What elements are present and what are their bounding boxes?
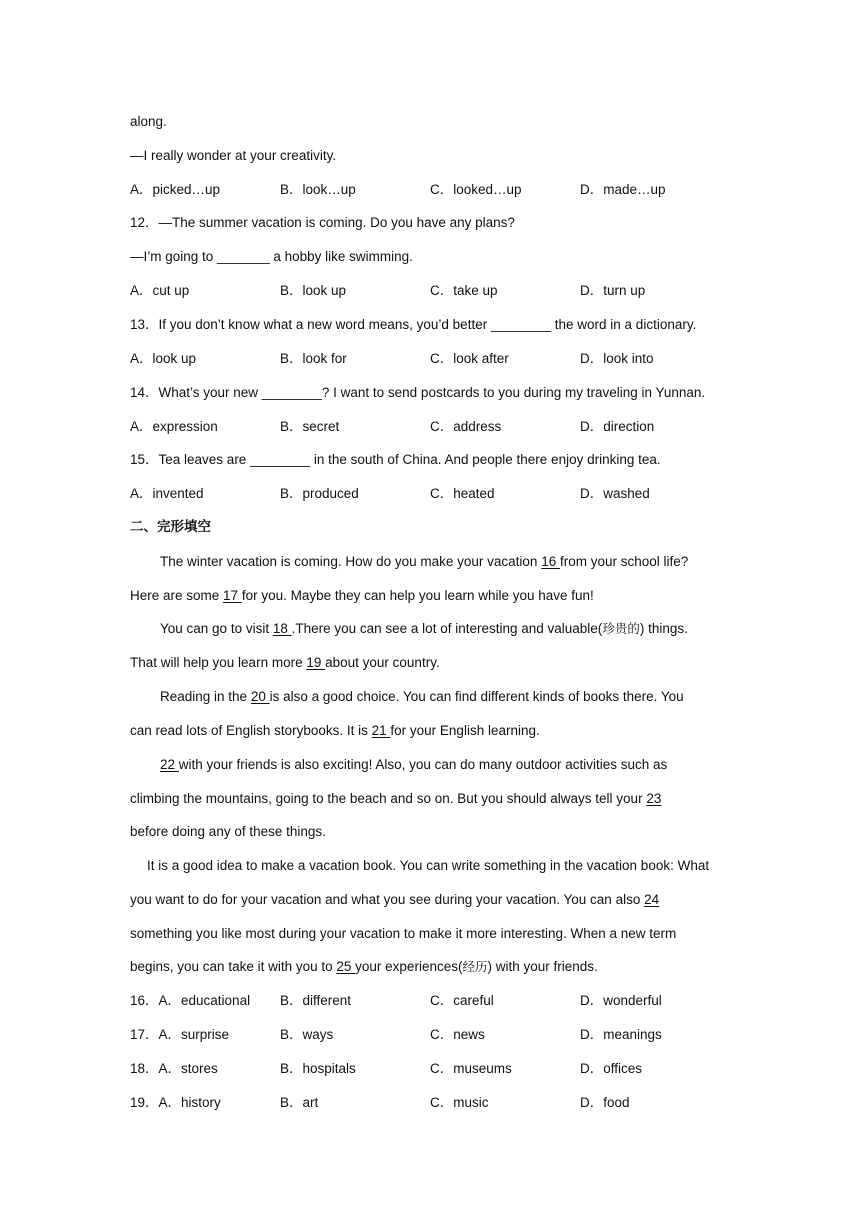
q19-options bbox=[130, 1094, 750, 1112]
passage-text: The winter vacation is coming. How do you make your vacation bbox=[160, 554, 542, 569]
passage-text: for you. Maybe they can help you learn while you have fun! bbox=[241, 588, 594, 603]
passage-line: something you like most during your vacation to make it more interesting. When a new term bbox=[130, 926, 677, 941]
q11-options bbox=[130, 181, 750, 199]
option-a: 16．A．educational bbox=[130, 993, 251, 1008]
passage-text: 经历 bbox=[462, 959, 488, 974]
q12-response: —I’m going to _______ a hobby like swimming. bbox=[130, 249, 413, 264]
passage-text: Reading in the bbox=[160, 689, 251, 704]
passage-text: 珍贵的 bbox=[602, 621, 640, 636]
q16-options bbox=[130, 992, 750, 1010]
option-a: 19．A．history bbox=[130, 1095, 221, 1110]
blank-25: 25 bbox=[336, 959, 356, 974]
option-d: D．turn up bbox=[580, 283, 646, 298]
option-d: D．made…up bbox=[580, 182, 666, 197]
option-b: B．ways bbox=[280, 1027, 334, 1042]
q12-options bbox=[130, 282, 750, 300]
passage-text: ) with your friends. bbox=[487, 959, 598, 974]
q13-stem: 13．If you don’t know what a new word means, you’d better ________ the word in a dictionary. bbox=[130, 317, 697, 332]
passage-line: It is a good idea to make a vacation book. You can write something in the vacation book: What bbox=[147, 858, 710, 873]
passage-line: before doing any of these things. bbox=[130, 824, 326, 839]
option-c: C．address bbox=[430, 419, 502, 434]
passage-line bbox=[130, 891, 659, 909]
option-c: C．careful bbox=[430, 993, 494, 1008]
passage-text: Here are some bbox=[130, 588, 224, 603]
passage-text: That will help you learn more bbox=[130, 655, 307, 670]
option-b: B．look…up bbox=[280, 182, 356, 197]
option-c: C．music bbox=[430, 1095, 489, 1110]
passage-text: with your friends is also exciting! Also, you can do many outdoor activities such as bbox=[178, 757, 668, 772]
blank-17: 17 bbox=[223, 588, 242, 603]
q11-response: —I really wonder at your creativity. bbox=[130, 148, 337, 163]
section-heading: 二、完形填空 bbox=[130, 519, 211, 534]
blank-16: 16 bbox=[541, 554, 560, 569]
option-a: A．invented bbox=[130, 486, 204, 501]
option-c: C．news bbox=[430, 1027, 485, 1042]
passage-text: climbing the mountains, going to the beach and so on. But you should always tell your bbox=[130, 791, 647, 806]
passage-text: about your country. bbox=[325, 655, 440, 670]
q18-options bbox=[130, 1060, 750, 1078]
option-c: C．heated bbox=[430, 486, 495, 501]
passage-text: ) things. bbox=[639, 621, 688, 636]
passage-line bbox=[130, 722, 540, 740]
passage-text: you want to do for your vacation and what you see during your vacation. You can also bbox=[130, 892, 645, 907]
option-a: A．cut up bbox=[130, 283, 190, 298]
passage-text: can read lots of English storybooks. It is bbox=[130, 723, 372, 738]
option-d: D．meanings bbox=[580, 1027, 662, 1042]
q17-options bbox=[130, 1026, 750, 1044]
passage-text: for your English learning. bbox=[390, 723, 540, 738]
passage-line bbox=[160, 756, 667, 774]
option-a: 17．A．surprise bbox=[130, 1027, 230, 1042]
blank-19: 19 bbox=[306, 655, 326, 670]
passage-line bbox=[130, 790, 661, 808]
option-a: 18．A．stores bbox=[130, 1061, 218, 1076]
passage-line bbox=[160, 620, 688, 638]
option-b: B．look up bbox=[280, 283, 347, 298]
passage-text: your experiences( bbox=[355, 959, 463, 974]
option-d: D．offices bbox=[580, 1061, 643, 1076]
blank-24: 24 bbox=[644, 892, 660, 907]
option-b: B．look for bbox=[280, 351, 347, 366]
blank-21: 21 bbox=[371, 723, 391, 738]
option-a: A．expression bbox=[130, 419, 218, 434]
q14-stem: 14．What’s your new ________? I want to send postcards to you during my traveling in Yunnan. bbox=[130, 385, 706, 400]
passage-line bbox=[130, 654, 440, 672]
option-b: B．produced bbox=[280, 486, 359, 501]
option-d: D．washed bbox=[580, 486, 650, 501]
blank-22: 22 bbox=[160, 757, 179, 772]
q12-stem: 12．—The summer vacation is coming. Do you have any plans? bbox=[130, 215, 515, 230]
option-c: C．museums bbox=[430, 1061, 512, 1076]
passage-text: begins, you can take it with you to bbox=[130, 959, 337, 974]
option-b: B．hospitals bbox=[280, 1061, 356, 1076]
option-c: C．looked…up bbox=[430, 182, 522, 197]
q14-options bbox=[130, 418, 750, 436]
option-c: C．take up bbox=[430, 283, 498, 298]
q11-continuation: along. bbox=[130, 114, 167, 129]
passage-text: You can go to visit bbox=[160, 621, 273, 636]
passage-text: .There you can see a lot of interesting and valuable( bbox=[291, 621, 603, 636]
option-a: A．picked…up bbox=[130, 182, 221, 197]
q15-stem: 15．Tea leaves are ________ in the south of China. And people there enjoy drinking tea. bbox=[130, 452, 661, 467]
option-d: D．wonderful bbox=[580, 993, 662, 1008]
blank-18: 18 bbox=[272, 621, 292, 636]
passage-line bbox=[130, 587, 594, 605]
blank-23: 23 bbox=[646, 791, 662, 806]
blank-20: 20 bbox=[250, 689, 270, 704]
option-b: B．art bbox=[280, 1095, 319, 1110]
option-a: A．look up bbox=[130, 351, 197, 366]
option-b: B．different bbox=[280, 993, 352, 1008]
passage-line bbox=[130, 958, 598, 976]
passage-line bbox=[160, 688, 684, 706]
option-d: D．look into bbox=[580, 351, 654, 366]
option-d: D．food bbox=[580, 1095, 630, 1110]
option-c: C．look after bbox=[430, 351, 509, 366]
passage-text: from your school life? bbox=[559, 554, 689, 569]
q13-options bbox=[130, 350, 750, 368]
q15-options bbox=[130, 485, 750, 503]
passage-line bbox=[160, 553, 688, 571]
option-d: D．direction bbox=[580, 419, 655, 434]
option-b: B．secret bbox=[280, 419, 340, 434]
passage-text: is also a good choice. You can find different kinds of books there. You bbox=[269, 689, 684, 704]
